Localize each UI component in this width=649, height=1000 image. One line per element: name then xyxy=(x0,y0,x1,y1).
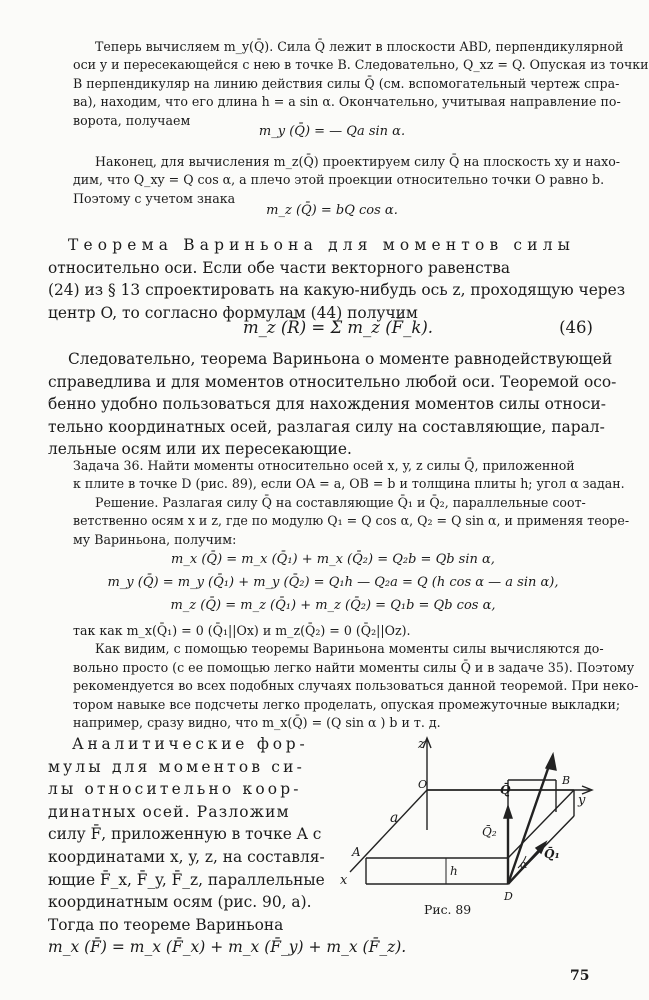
equation-number: (46) xyxy=(559,318,593,337)
equation-46-formula: m_z (R̄) = Σ m_z (F̄_k). xyxy=(243,318,434,337)
page-number: 75 xyxy=(570,968,590,984)
text-line: центр O, то согласно формулам (44) получим xyxy=(48,303,418,322)
label-q: Q̄ xyxy=(500,783,511,797)
text-line: ворота, получаем xyxy=(73,112,191,128)
text-line: ва), находим, что его длина h = a sin α. Окончательно, учитывая направление по- xyxy=(73,94,621,110)
paragraph-consequence xyxy=(48,348,617,461)
problem-36 xyxy=(73,457,630,549)
text-line: например, сразу видно, что m_x(Q̄) = (Q sin α ) b и т. д. xyxy=(73,715,441,731)
label-b: B xyxy=(562,774,571,787)
text-line: так как m_x(Q̄₁) = 0 (Q̄₁||Ox) и m_z(Q̄₂) = 0 (Q̄₂||Oz). xyxy=(73,623,411,638)
equation-my-sys: m_y (Q̄) = m_y (Q̄₁) + m_y (Q̄₂) = Q₁h — Q₂a = Q (h cos α — a sin α), xyxy=(107,575,559,590)
label-q1: Q̄₁ xyxy=(544,847,560,861)
equation-mz-sys: m_z (Q̄) = m_z (Q̄₁) + m_z (Q̄₂) = Q₁b = Qb cos α, xyxy=(170,598,496,613)
text-line: Аналитические фор- xyxy=(72,735,309,753)
text-line: (24) из § 13 спроектировать на какую-нибудь ось z, проходящую через xyxy=(48,281,626,300)
paragraph-my xyxy=(73,38,649,130)
label-z: z xyxy=(418,737,425,752)
label-h: h xyxy=(450,864,458,878)
text-line: рекомендуется во всех подобных случаях пользоваться данной теоремой. При неко- xyxy=(73,678,639,694)
label-d: D xyxy=(504,890,513,903)
text-line: Поэтому с учетом знака xyxy=(73,190,236,206)
text-line: динатных осей. Разложим xyxy=(48,802,290,821)
equation-mx: m_x (Q̄) = m_x (Q̄₁) + m_x (Q̄₂) = Q₂b = Qb sin α, xyxy=(171,552,495,567)
figure-caption: Рис. 89 xyxy=(424,902,472,917)
label-y: y xyxy=(578,793,586,808)
text-line: вольно просто (с ее помощью легко найти моменты силы Q̄ и в задаче 35). Поэтому xyxy=(73,659,635,675)
text-line: Следовательно, теорема Вариньона о моменте равнодействующей xyxy=(68,350,613,368)
equation-system xyxy=(73,548,593,617)
label-q2: Q̄₂ xyxy=(482,825,497,839)
label-alpha: α xyxy=(520,858,528,871)
text-line: мулы для моментов си- xyxy=(48,757,305,776)
text-line: оси y и пересекающейся с нею в точке B. Следовательно, Q_xz = Q. Опуская из точки xyxy=(73,57,649,73)
paragraph-mz xyxy=(73,153,621,208)
solution-line: му Вариньона, получим: xyxy=(73,531,237,547)
label-a-length: a xyxy=(390,810,399,826)
equation-mx-varignon: m_x (F̄) = m_x (F̄_x) + m_x (F̄_y) + m_x (F̄_z). xyxy=(48,938,407,956)
text-line: силу F̄, приложенную в точке A с xyxy=(48,825,322,844)
text-line: относительно оси. Если обе части векторного равенства xyxy=(48,258,511,277)
force-q-arrowhead xyxy=(546,754,556,770)
text-line: B перпендикуляр на линию действия силы Q̄ (см. вспомогательный чертеж спра- xyxy=(73,75,620,91)
text-line: координатами x, y, z, на составля- xyxy=(48,847,325,866)
component-q2-arrowhead xyxy=(504,806,512,818)
text-line: Наконец, для вычисления m_z(Q̄) проектируем силу Q̄ на плоскость xy и нахо- xyxy=(95,154,621,169)
text-line: лы относительно коор- xyxy=(48,780,302,799)
theorem-title: Теорема Вариньона для моментов силы xyxy=(68,236,576,254)
text-line: координатным осям (рис. 90, а). xyxy=(48,893,312,912)
text-line: Как видим, с помощью теоремы Вариньона моменты силы вычисляются до- xyxy=(95,641,604,657)
label-a-point: A xyxy=(352,845,361,859)
solution-line: Решение. Разлагая силу Q̄ на составляющие Q̄₁ и Q̄₂, параллельные соот- xyxy=(95,494,586,510)
equation-mz: m_z (Q̄) = bQ cos α. xyxy=(266,203,398,218)
text-line: лельные осям или их пересекающие. xyxy=(48,440,352,459)
text-line: бенно удобно пользоваться для нахождения моментов силы относи- xyxy=(48,395,607,414)
text-line: Тогда по теореме Вариньона xyxy=(48,915,284,934)
label-o: O xyxy=(418,778,428,791)
text-line: тельно координатных осей, разлагая силу на составляющие, парал- xyxy=(48,417,605,436)
text-line: справедлива и для моментов относительно любой оси. Теоремой осо- xyxy=(48,372,617,391)
text-line: тором навыке все подсчеты легко проделать, опуская промежуточные выкладки; xyxy=(73,696,621,712)
theorem-paragraph xyxy=(48,234,626,324)
x-axis xyxy=(350,790,427,872)
text-line: ющие F̄_x, F̄_y, F̄_z, параллельные xyxy=(48,870,325,889)
label-x: x xyxy=(340,873,348,888)
figure-89 xyxy=(338,732,600,920)
text-line: дим, что Q_xy = Q cos α, а плечо этой проекции относительно точки O равно b. xyxy=(73,172,605,188)
problem-statement-line: Задача 36. Найти моменты относительно осей x, y, z силы Q̄, приложенной xyxy=(73,458,575,473)
text-line: Теперь вычисляем m_y(Q̄). Сила Q̄ лежит в плоскости ABD, перпендикулярной xyxy=(95,39,624,54)
analytic-paragraph xyxy=(48,733,348,936)
equation-my: m_y (Q̄) = — Qa sin α. xyxy=(258,124,406,139)
problem-statement-line: к плите в точке D (рис. 89), если OA = a, OB = b и толщина плиты h; угол α задан. xyxy=(73,476,625,492)
paragraph-remark xyxy=(73,622,639,732)
solution-line: ветственно осям x и z, где по модулю Q₁ = Q cos α, Q₂ = Q sin α, и применяя теоре- xyxy=(73,513,630,529)
